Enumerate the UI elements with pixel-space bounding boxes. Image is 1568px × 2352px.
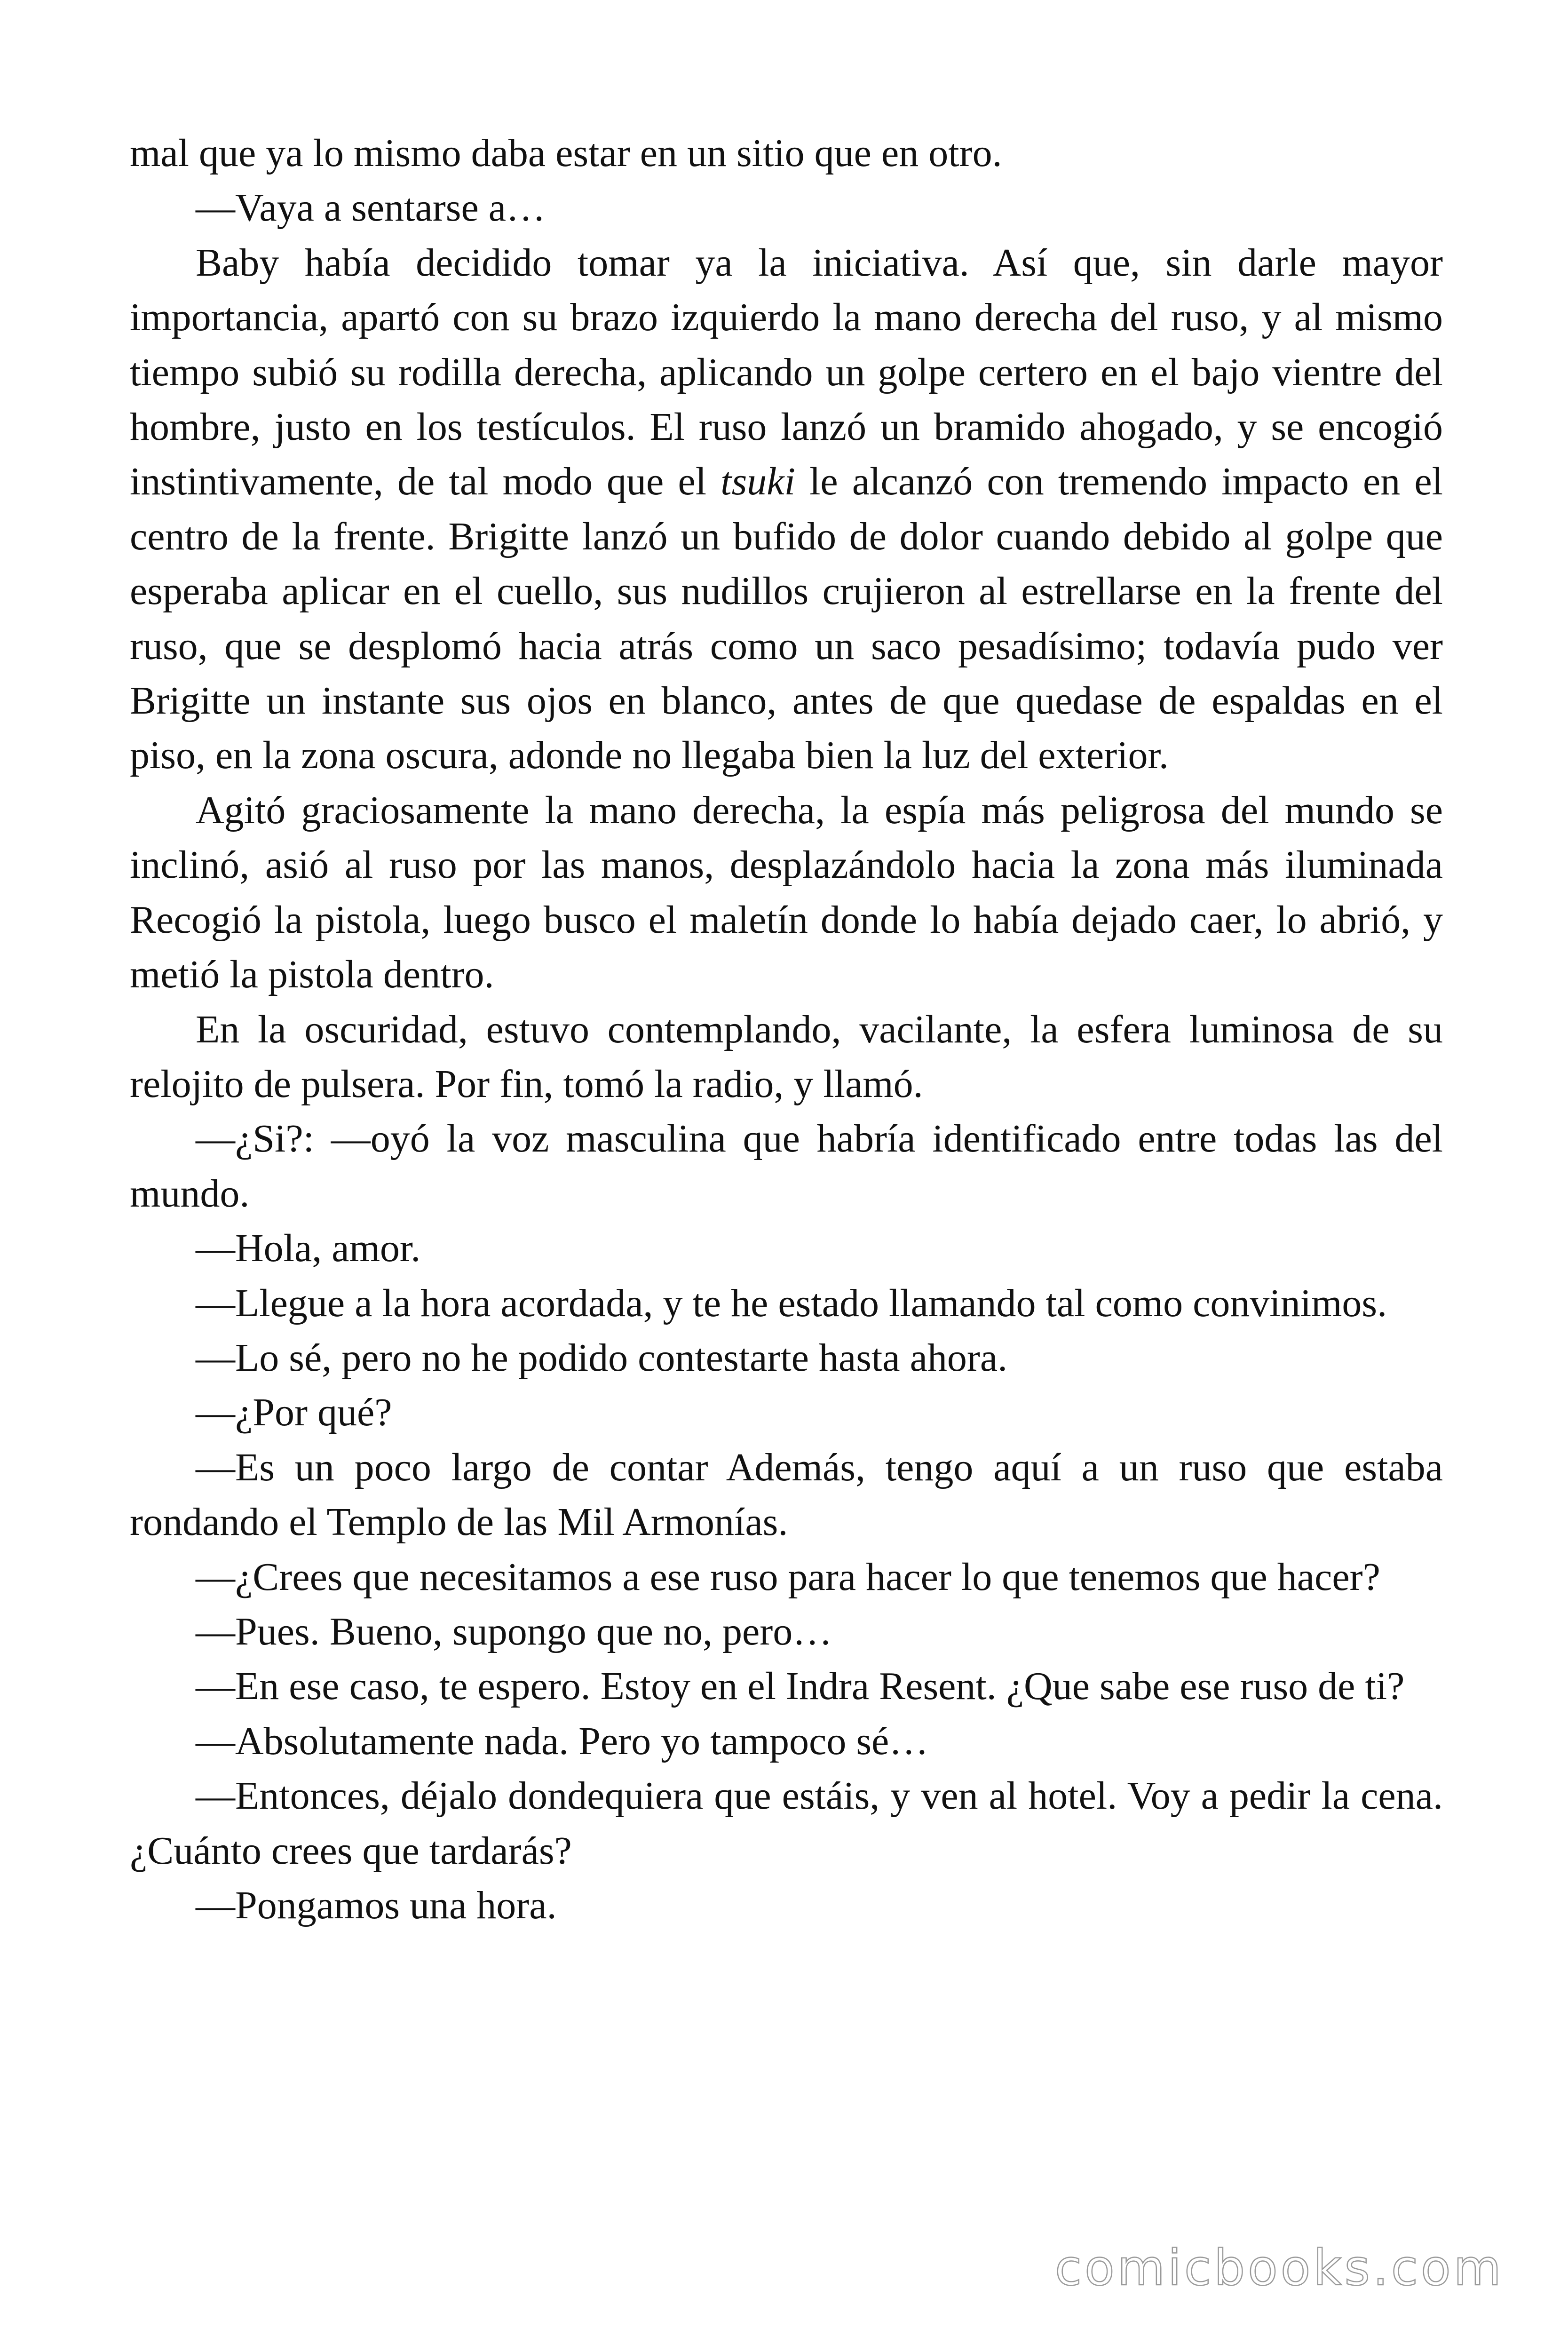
paragraph-text: mal que ya lo mismo daba estar en un sitio que en otro.	[130, 131, 1002, 175]
paragraph-italic-text: tsuki	[721, 460, 795, 504]
paragraph-text: —Absolutamente nada. Pero yo tampoco sé…	[196, 1719, 929, 1763]
paragraph-text: —Llegue a la hora acordada, y te he estado llamando tal como convinimos.	[196, 1281, 1387, 1325]
paragraph-text: —En ese caso, te espero. Estoy en el Indra Resent. ¿Que sabe ese ruso de ti?	[196, 1664, 1405, 1708]
paragraph-text: —Hola, amor.	[196, 1226, 421, 1271]
paragraph-text: —Lo sé, pero no he podido contestarte hasta ahora.	[196, 1335, 1008, 1380]
paragraph	[130, 126, 1443, 181]
paragraph-text: —Es un poco largo de contar Además, tengo aquí a un ruso que estaba rondando el Templo de las Mil Armonías.	[130, 1445, 1443, 1544]
paragraph-text: —Pues. Bueno, supongo que no, pero…	[196, 1609, 832, 1653]
paragraph-text: —¿Crees que necesitamos a ese ruso para hacer lo que tenemos que hacer?	[196, 1555, 1380, 1599]
paragraph	[130, 1714, 1443, 1769]
paragraph	[130, 1002, 1443, 1112]
paragraph-text: En la oscuridad, estuvo contemplando, vacilante, la esfera luminosa de su relojito de pulsera. Por fin, tomó la radio, y llamó.	[130, 1007, 1443, 1106]
paragraph-text: le alcanzó con tremendo impacto en el centro de la frente. Brigitte lanzó un bufido de dolor cuando debido al golpe que esperaba aplicar en el cuello, sus nudillos crujieron al estrellarse en la frente del ruso, que se desplomó hacia atrás como un saco pesadísimo; todavía pudo ver Brigitte un instante sus ojos en blanco, antes de que quedase de espaldas en el piso, en la zona oscura, adonde no llegaba bien la luz del exterior.	[130, 460, 1443, 778]
paragraph	[130, 1276, 1443, 1331]
paragraph-text: —Pongamos una hora.	[196, 1883, 557, 1927]
paragraph-text: —Entonces, déjalo dondequiera que estáis, y ven al hotel. Voy a pedir la cena. ¿Cuánto crees que tardarás?	[130, 1774, 1443, 1873]
paragraph	[130, 1659, 1443, 1714]
paragraph	[130, 181, 1443, 235]
paragraph-text: —¿Si?: —oyó la voz masculina que habría identificado entre todas las del mundo.	[130, 1117, 1443, 1216]
paragraph	[130, 1331, 1443, 1385]
paragraph	[130, 1769, 1443, 1878]
paragraph-text: Agitó graciosamente la mano derecha, la espía más peligrosa del mundo se inclinó, asió al ruso por las manos, desplazándolo hacia la zona más iluminada Recogió la pistola, luego busco el maletín donde lo había dejado caer, lo abrió, y metió la pistola dentro.	[130, 788, 1443, 997]
paragraph	[130, 1221, 1443, 1276]
paragraph	[130, 1878, 1443, 1933]
paragraph	[130, 783, 1443, 1002]
page-body	[130, 126, 1443, 1933]
watermark-logo: comicbooks.com	[1054, 2239, 1504, 2296]
paragraph-text: —Vaya a sentarse a…	[196, 186, 546, 230]
paragraph	[130, 1440, 1443, 1550]
paragraph	[130, 1550, 1443, 1605]
paragraph-text: Baby había decidido tomar ya la iniciativa. Así que, sin darle mayor importancia, apartó con su brazo izquierdo la mano derecha del ruso, y al mismo tiempo subió su rodilla derecha, aplicando un golpe certero en el bajo vientre del hombre, justo en los testículos. El ruso lanzó un bramido ahogado, y se encogió instintivamente, de tal modo que el	[130, 240, 1443, 504]
paragraph	[130, 1605, 1443, 1659]
paragraph	[130, 1385, 1443, 1440]
paragraph	[130, 236, 1443, 783]
paragraph-text: —¿Por qué?	[196, 1391, 392, 1435]
paragraph	[130, 1112, 1443, 1221]
